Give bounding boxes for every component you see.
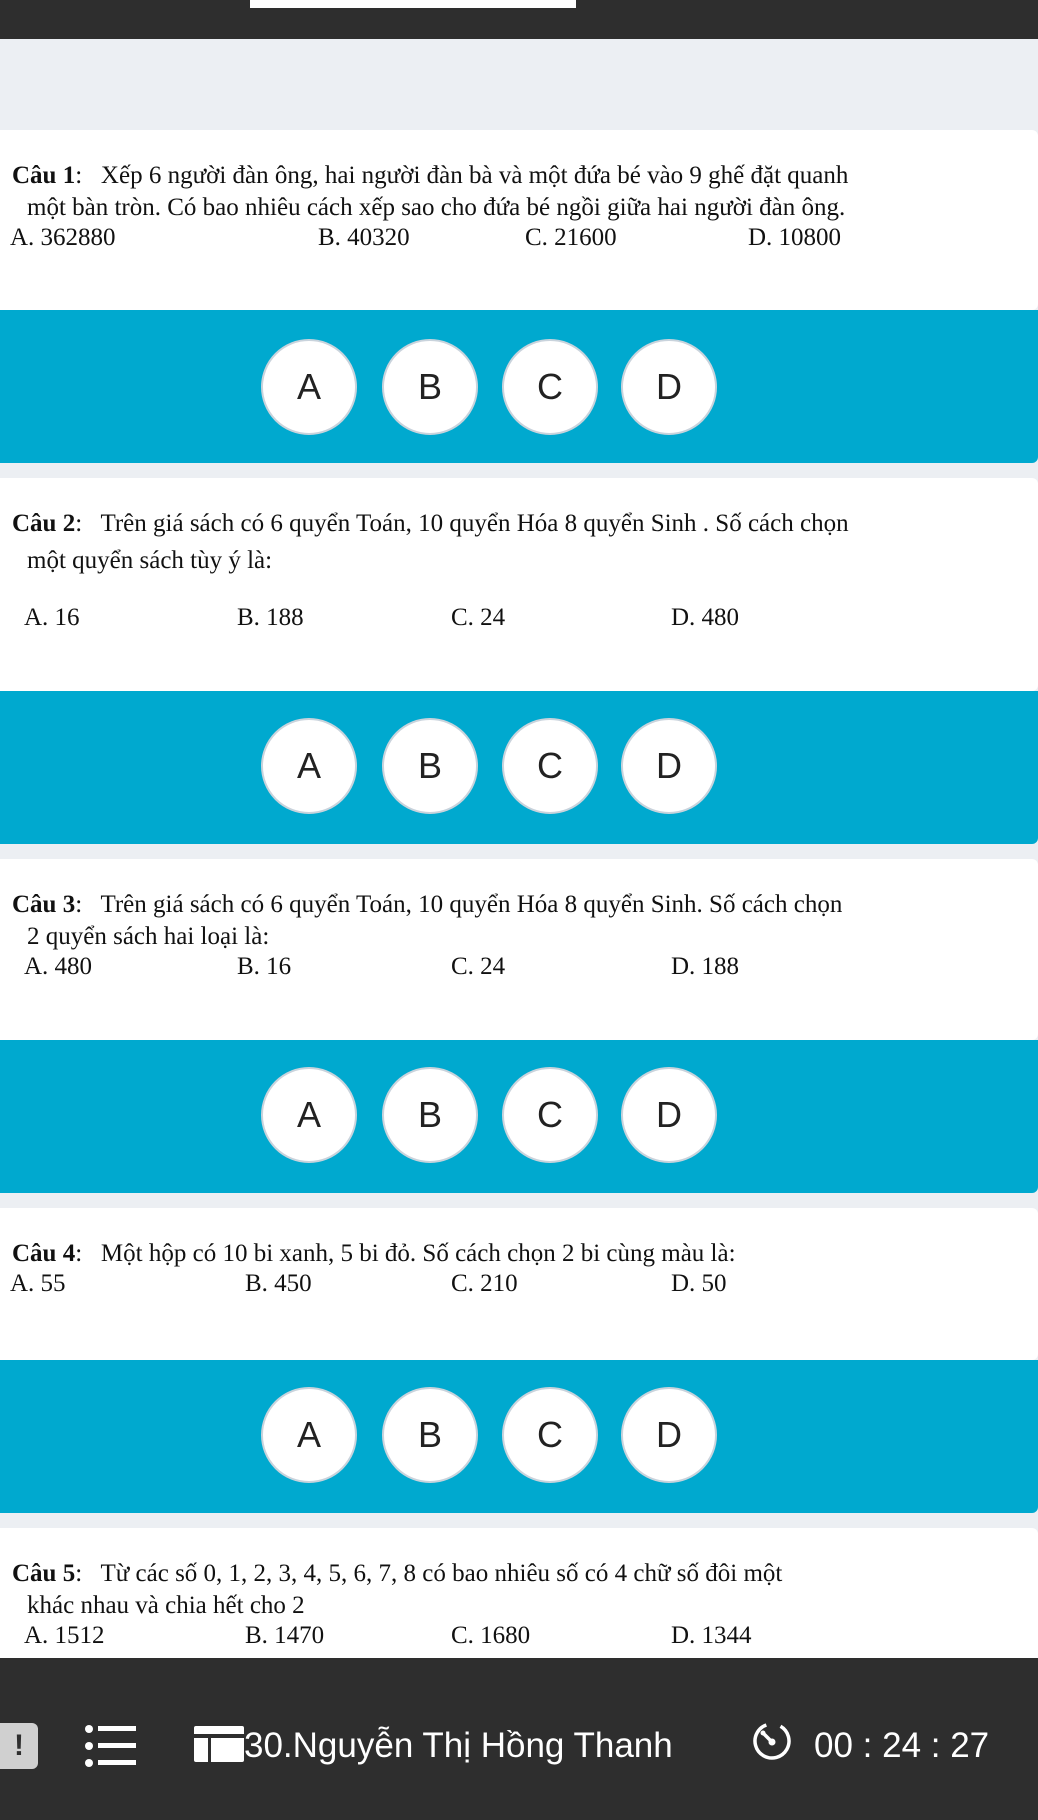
alert-button[interactable]: ! — [0, 1723, 38, 1769]
question-line: khác nhau và chia hết cho 2 — [27, 1592, 305, 1619]
option-b: B. 188 — [237, 604, 304, 631]
answer-band-1 — [0, 310, 1038, 463]
question-card-5 — [0, 1528, 1038, 1668]
answer-band-2 — [0, 691, 1038, 844]
option-c: C. 21600 — [525, 224, 617, 251]
question-line: một bàn tròn. Có bao nhiêu cách xếp sao cho đứa bé ngồi giữa hai người đàn ông. — [27, 194, 846, 221]
answer-d-button[interactable]: D — [621, 718, 717, 814]
answer-band-4 — [0, 1360, 1038, 1513]
top-indicator — [250, 0, 576, 8]
option-d: D. 1344 — [671, 1622, 752, 1649]
answer-c-button[interactable]: C — [502, 718, 598, 814]
option-b: B. 1470 — [245, 1622, 325, 1649]
option-d: D. 50 — [671, 1270, 727, 1297]
answer-a-button[interactable]: A — [261, 1067, 357, 1163]
question-label: Câu 2 — [12, 510, 76, 537]
question-card-2 — [0, 478, 1038, 691]
question-text-2: Câu 2: Trên giá sách có 6 quyển Toán, 10 quyển Hóa 8 quyển Sinh . Số cách chọn một quyển sách tùy ý là: — [12, 508, 998, 577]
option-a: A. 55 — [10, 1270, 66, 1297]
question-line: 2 quyển sách hai loại là: — [27, 923, 270, 950]
user-name: 30.Nguyễn Thị Hồng Thanh — [244, 1726, 673, 1765]
option-a: A. 362880 — [10, 224, 116, 251]
top-bar — [0, 0, 1038, 39]
answer-b-button[interactable]: B — [382, 718, 478, 814]
option-a: A. 480 — [24, 953, 93, 980]
question-label: Câu 3 — [12, 891, 76, 918]
answer-a-button[interactable]: A — [261, 718, 357, 814]
answer-a-button[interactable]: A — [261, 1387, 357, 1483]
option-c: C. 24 — [451, 604, 506, 631]
option-b: B. 40320 — [318, 224, 410, 251]
question-card-4 — [0, 1208, 1038, 1360]
question-text-3: Câu 3: Trên giá sách có 6 quyển Toán, 10 quyển Hóa 8 quyển Sinh. Số cách chọn 2 quyển sách hai loại là: — [12, 889, 998, 953]
question-label: Câu 5 — [12, 1560, 76, 1587]
question-list-icon[interactable] — [84, 1724, 136, 1768]
countdown-timer: 00 : 24 : 27 — [814, 1726, 990, 1765]
answer-d-button[interactable]: D — [621, 1067, 717, 1163]
question-line: Trên giá sách có 6 quyển Toán, 10 quyển Hóa 8 quyển Sinh. Số cách chọn — [100, 891, 843, 918]
option-b: B. 450 — [245, 1270, 312, 1297]
question-card-3 — [0, 859, 1038, 1040]
timer-icon — [751, 1720, 793, 1762]
answer-d-button[interactable]: D — [621, 339, 717, 435]
answer-c-button[interactable]: C — [502, 339, 598, 435]
question-line: Một hộp có 10 bi xanh, 5 bi đỏ. Số cách chọn 2 bi cùng màu là: — [100, 1240, 736, 1267]
bottom-bar — [0, 1658, 1038, 1820]
option-c: C. 210 — [451, 1270, 518, 1297]
question-label: Câu 4 — [12, 1240, 76, 1267]
question-line: Trên giá sách có 6 quyển Toán, 10 quyển Hóa 8 quyển Sinh . Số cách chọn — [100, 510, 849, 537]
answer-b-button[interactable]: B — [382, 1387, 478, 1483]
answer-band-3 — [0, 1040, 1038, 1193]
option-c: C. 24 — [451, 953, 506, 980]
option-b: B. 16 — [237, 953, 292, 980]
id-card-icon — [194, 1724, 244, 1762]
question-line: Từ các số 0, 1, 2, 3, 4, 5, 6, 7, 8 có bao nhiêu số có 4 chữ số đôi một — [100, 1560, 783, 1587]
option-a: A. 1512 — [24, 1622, 105, 1649]
option-c: C. 1680 — [451, 1622, 531, 1649]
option-d: D. 188 — [671, 953, 740, 980]
answer-b-button[interactable]: B — [382, 1067, 478, 1163]
answer-c-button[interactable]: C — [502, 1387, 598, 1483]
question-card-1 — [0, 130, 1038, 310]
question-line: Xếp 6 người đàn ông, hai người đàn bà và một đứa bé vào 9 ghế đặt quanh — [100, 162, 849, 189]
answer-c-button[interactable]: C — [502, 1067, 598, 1163]
answer-b-button[interactable]: B — [382, 339, 478, 435]
option-d: D. 10800 — [748, 224, 842, 251]
question-text-4: Câu 4: Một hộp có 10 bi xanh, 5 bi đỏ. Số cách chọn 2 bi cùng màu là: — [12, 1240, 736, 1267]
question-line: một quyển sách tùy ý là: — [27, 547, 273, 574]
answer-d-button[interactable]: D — [621, 1387, 717, 1483]
answer-a-button[interactable]: A — [261, 339, 357, 435]
option-a: A. 16 — [24, 604, 80, 631]
option-d: D. 480 — [671, 604, 740, 631]
question-text-5: Câu 5: Từ các số 0, 1, 2, 3, 4, 5, 6, 7, 8 có bao nhiêu số có 4 chữ số đôi một khác nhau và chia hết cho 2 — [12, 1558, 998, 1622]
question-label: Câu 1 — [12, 162, 76, 189]
question-text-1: Câu 1: Xếp 6 người đàn ông, hai người đàn bà và một đứa bé vào 9 ghế đặt quanh một bàn tròn. Có bao nhiêu cách xếp sao cho đứa bé ngồi giữa hai người đàn ông. — [12, 160, 998, 224]
